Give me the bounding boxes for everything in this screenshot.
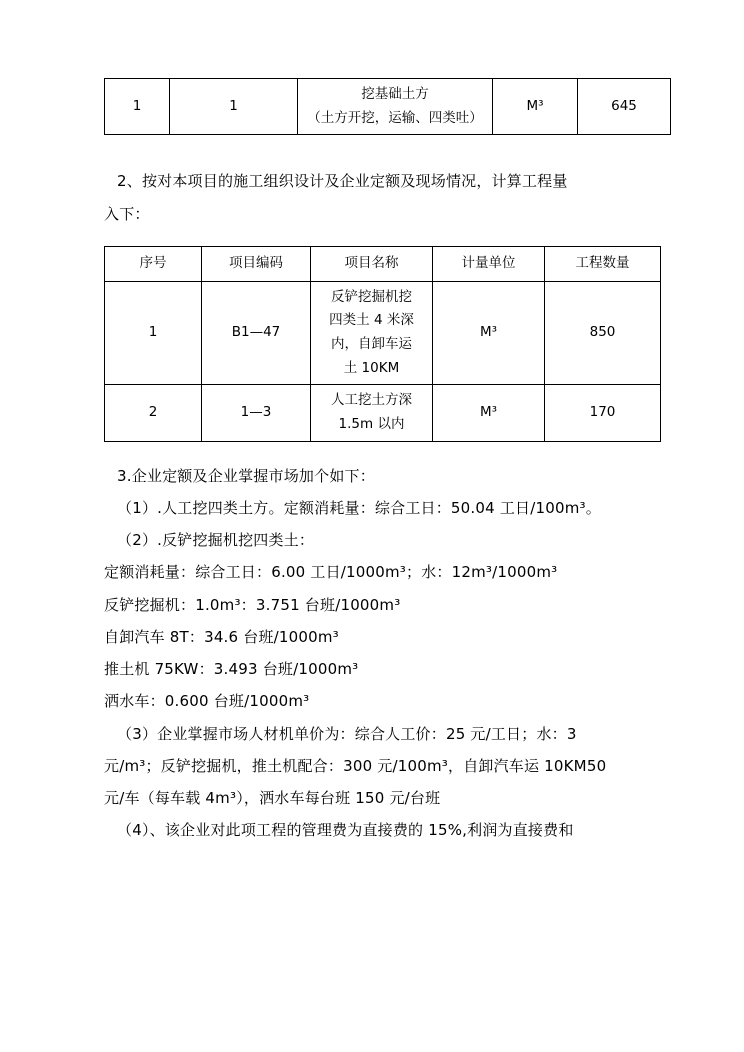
- cell-seq: 1: [105, 79, 170, 135]
- paragraph-water-truck-rate: 洒水车：0.600 台班/1000m³: [104, 692, 310, 711]
- cell-quantity: 850: [545, 281, 661, 385]
- paragraph-management-fee: （4）、该企业对此项工程的管理费为直接费的 15%,利润为直接费和: [117, 821, 574, 840]
- cell-code: B1—47: [202, 281, 311, 385]
- cell-unit: M³: [433, 385, 545, 441]
- header-code: 项目编码: [202, 246, 311, 281]
- intro-paragraph-line-2: 入下：: [104, 204, 150, 223]
- paragraph-backhoe-rate: 反铲挖掘机：1.0m³：3.751 台班/1000m³: [104, 595, 401, 614]
- cell-seq: 1: [105, 281, 202, 385]
- spacer: [104, 230, 644, 244]
- cell-name: [311, 281, 433, 385]
- header-name: 项目名称: [311, 246, 433, 281]
- paragraph-enterprise-quota-heading: 3.企业定额及企业掌握市场加个如下：: [117, 466, 375, 485]
- spacer: [104, 135, 644, 165]
- cell-code: 1—3: [202, 385, 311, 441]
- table-row: [105, 385, 661, 441]
- spacer: [104, 442, 644, 460]
- description-line-1: 挖基础土方: [361, 86, 429, 102]
- paragraph-bulldozer-rate: 推土机 75KW：3.493 台班/1000m³: [104, 660, 359, 678]
- paragraph-market-price-line-3: 元/车（每车载 4m³），洒水车每台班 150 元/台班: [104, 789, 441, 807]
- name-line-4: 土 10KM: [343, 359, 400, 376]
- header-seq: 序号: [105, 246, 202, 281]
- cell-code: 1: [170, 79, 298, 135]
- name-line-2: 四类土 4 米深: [329, 312, 414, 329]
- header-unit: 计量单位: [433, 246, 545, 281]
- quantity-table-second: [104, 246, 661, 442]
- cell-quantity: 645: [578, 79, 671, 135]
- paragraph-manual-excavation: （1）.人工挖四类土方。定额消耗量：综合工日：50.04 工日/100m³。: [117, 498, 601, 517]
- cell-unit: M³: [433, 281, 545, 385]
- paragraph-backhoe-heading: （2）.反铲挖掘机挖四类土：: [117, 531, 315, 549]
- name-line-2: 1.5m 以内: [338, 415, 405, 432]
- intro-paragraph-line-1: 2、按对本项目的施工组织设计及企业定额及现场情况，计算工程量: [117, 172, 568, 191]
- name-line-1: 反铲挖掘机挖: [331, 288, 412, 305]
- table-header-row: [105, 246, 661, 281]
- cell-seq: 2: [105, 385, 202, 441]
- cell-description: [298, 79, 493, 135]
- table-row: [105, 281, 661, 385]
- paragraph-market-price-line-2: 元/m³；反铲挖掘机，推土机配合：300 元/100m³，自卸汽车运 10KM50: [104, 756, 607, 775]
- cell-unit: M³: [493, 79, 578, 135]
- description-line-2: （土方开挖，运输、四类吐）: [307, 109, 483, 126]
- cell-quantity: 170: [545, 385, 661, 441]
- name-line-1: 人工挖土方深: [331, 392, 412, 409]
- table-row: [105, 79, 671, 135]
- paragraph-quota-consumption: 定额消耗量：综合工日：6.00 工日/1000m³；水：12m³/1000m³: [104, 563, 558, 582]
- paragraph-dump-truck-rate: 自卸汽车 8T：34.6 台班/1000m³: [104, 627, 339, 646]
- name-line-3: 内，自卸车运: [331, 336, 412, 352]
- paragraph-market-price-line-1: （3）企业掌握市场人材机单价为：综合人工价：25 元/工日；水：3: [117, 724, 577, 743]
- quantity-table-top: [104, 78, 671, 135]
- header-quantity: 工程数量: [545, 246, 661, 281]
- cell-name: [311, 385, 433, 441]
